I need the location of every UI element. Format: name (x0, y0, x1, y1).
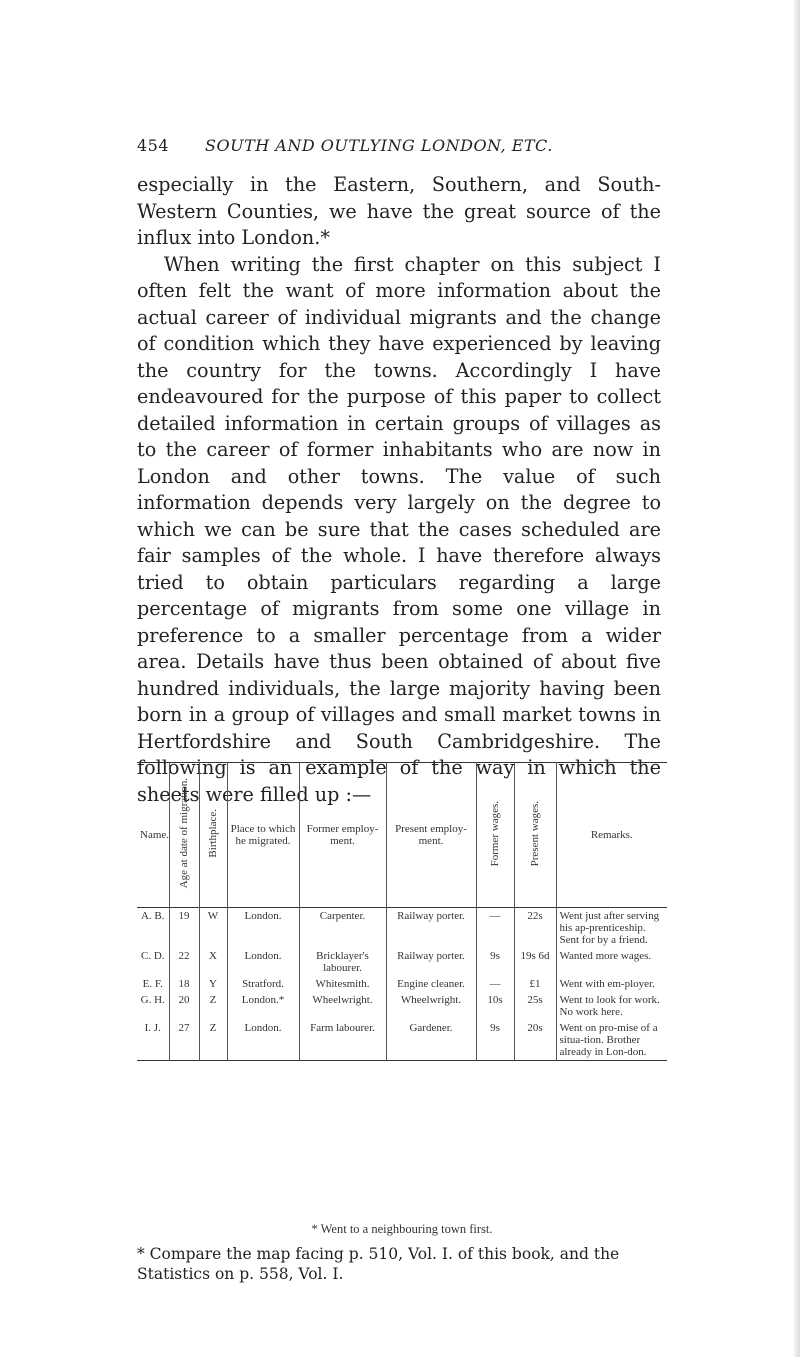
cell-former-wages: 9s (476, 948, 514, 976)
cell-place: Stratford. (227, 976, 299, 992)
cell-birthplace: Y (199, 976, 227, 992)
cell-former-wages: — (476, 908, 514, 949)
table-row (137, 948, 667, 976)
cell-place: London.* (227, 992, 299, 1020)
cell-name: C. D. (140, 950, 165, 962)
header-present-wages: Present wages. (514, 763, 556, 908)
cell-present-employment: Wheelwright. (386, 992, 476, 1020)
cell-remarks: Went with em-ployer. (556, 976, 667, 992)
page-footnote: * Compare the map facing p. 510, Vol. I. of this book, and the Statistics on p. 558, Vol. I. (137, 1245, 620, 1283)
cell-age: 22 (169, 948, 199, 976)
cell-remarks: Went just after serving his ap-prenticeship. Sent for by a friend. (556, 908, 667, 949)
cell-name: I. J. (144, 1022, 161, 1034)
paragraph-2: When writing the first chapter on this subject I often felt the want of more information about the actual career of individual migrants and the change of condition which they have experienced by leaving the country for the towns. Accordingly I have endeavoured for the purpose of this paper to collect detailed information in certain groups of villages as to the career of former inhabitants who are now in London and other towns. The value of such information depends very largely on the degree to which we can be sure that the cases scheduled are fair samples of the whole. I have therefore always tried to obtain particulars regarding a large percentage of migrants from some one village in preference to a smaller percentage from a wider area. Details have thus been obtained of about five hundred individuals, the large majority having been born in a group of villages and small market towns in Hertfordshire and South Cambridgeshire. The following is an example of the way in which the sheets were filled up :— (137, 252, 661, 806)
header-name: Name. (140, 829, 170, 841)
header-age: Age at date of migration. (169, 763, 199, 908)
running-title: SOUTH AND OUTLYING LONDON, ETC. (205, 136, 553, 155)
cell-present-employment: Railway porter. (386, 948, 476, 976)
cell-former-employment: Wheelwright. (299, 992, 386, 1020)
table-row (137, 976, 667, 992)
cell-present-wages: 19s 6d (514, 948, 556, 976)
cell-place: London. (227, 1020, 299, 1061)
cell-former-wages: 10s (476, 992, 514, 1020)
cell-age: 27 (169, 1020, 199, 1061)
cell-former-wages: 9s (476, 1020, 514, 1061)
cell-birthplace: X (199, 948, 227, 976)
cell-present-employment: Engine cleaner. (386, 976, 476, 992)
table-row (137, 908, 667, 949)
paragraph-1: especially in the Eastern, Southern, and South-Western Counties, we have the great source of the influx into London.* (137, 173, 661, 249)
header-remarks: Remarks. (556, 763, 667, 908)
migrants-table (137, 762, 667, 1061)
cell-present-wages: 20s (514, 1020, 556, 1061)
cell-present-wages: 25s (514, 992, 556, 1020)
cell-present-employment: Gardener. (386, 1020, 476, 1061)
cell-age: 18 (169, 976, 199, 992)
cell-name: A. B. (140, 910, 165, 922)
cell-birthplace: Z (199, 1020, 227, 1061)
header-former-employment: Former employ-ment. (299, 763, 386, 908)
cell-name: G. H. (140, 994, 165, 1006)
header-birthplace: Birthplace. (199, 763, 227, 908)
page-edge (794, 0, 800, 1357)
cell-former-wages: — (476, 976, 514, 992)
cell-former-employment: Farm labourer. (299, 1020, 386, 1061)
header-place: Place to which he migrated. (227, 763, 299, 908)
cell-remarks: Went on pro-mise of a situa-tion. Brother already in Lon-don. (556, 1020, 667, 1061)
cell-age: 20 (169, 992, 199, 1020)
table-row (137, 1020, 667, 1061)
cell-remarks: Went to look for work. No work here. (556, 992, 667, 1020)
page-number: 454 (137, 136, 170, 155)
cell-birthplace: W (199, 908, 227, 949)
cell-present-employment: Railway porter. (386, 908, 476, 949)
cell-birthplace: Z (199, 992, 227, 1020)
cell-present-wages: 22s (514, 908, 556, 949)
cell-age: 19 (169, 908, 199, 949)
table-header-row (137, 763, 667, 908)
table-footnote: * Went to a neighbouring town first. (311, 1222, 493, 1236)
cell-remarks: Wanted more wages. (556, 948, 667, 976)
cell-place: London. (227, 908, 299, 949)
header-former-wages: Former wages. (476, 763, 514, 908)
table-row (137, 992, 667, 1020)
header-present-employment: Present employ-ment. (386, 763, 476, 908)
body-text (137, 172, 661, 808)
cell-former-employment: Whitesmith. (299, 976, 386, 992)
cell-former-employment: Bricklayer's labourer. (299, 948, 386, 976)
cell-former-employment: Carpenter. (299, 908, 386, 949)
cell-place: London. (227, 948, 299, 976)
cell-name: E. F. (142, 978, 163, 990)
cell-present-wages: £1 (514, 976, 556, 992)
